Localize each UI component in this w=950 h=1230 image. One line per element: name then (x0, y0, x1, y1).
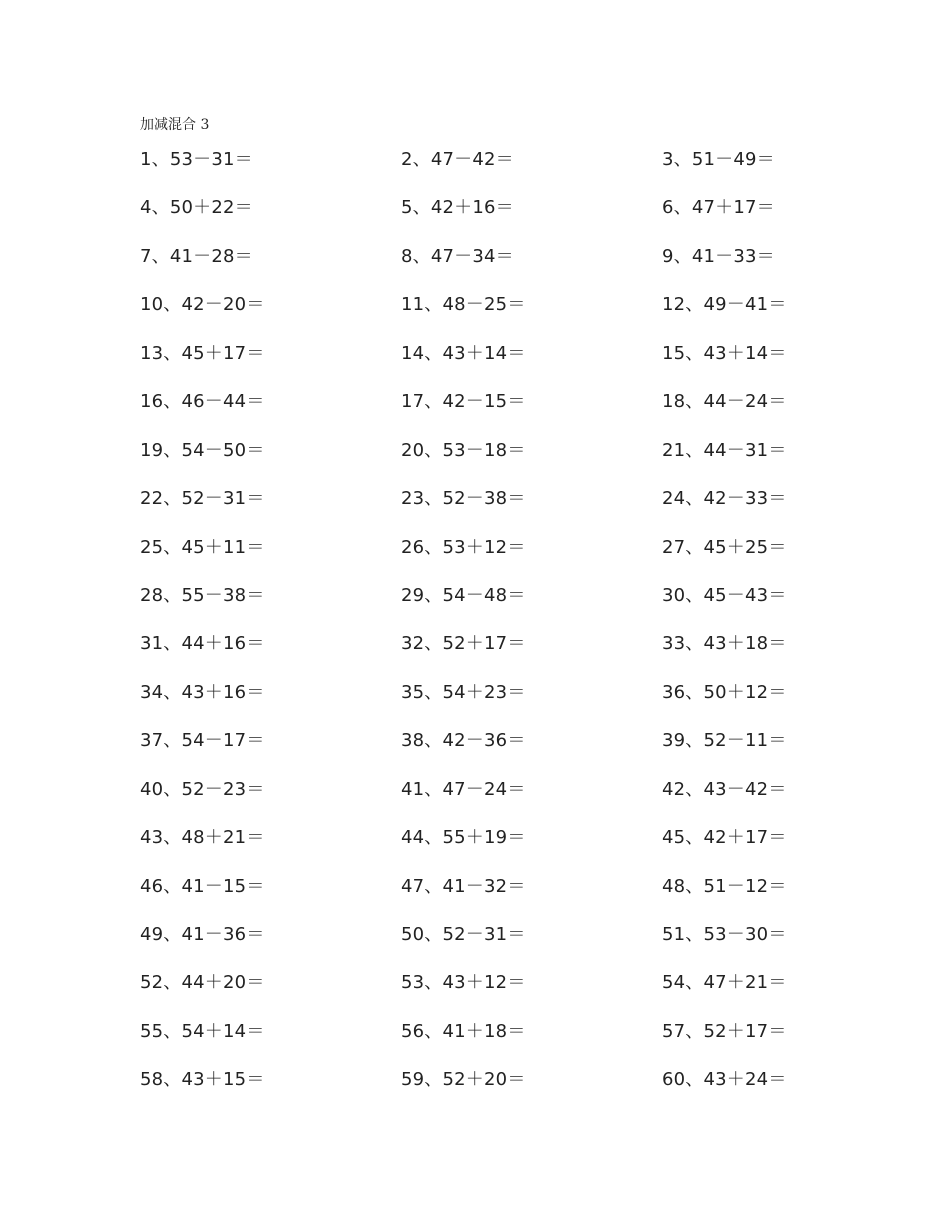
problem-item: 4、50＋22＝ (140, 197, 253, 219)
problem-item: 26、53＋12＝ (401, 536, 526, 558)
problem-item: 3、51－49＝ (662, 149, 775, 170)
problem-item: 55、54＋14＝ (140, 1020, 265, 1042)
problem-item: 40、52－23＝ (140, 778, 265, 800)
worksheet-title: 加减混合 3 (140, 117, 210, 133)
problem-item: 6、47＋17＝ (662, 197, 775, 219)
problem-item: 53、43＋12＝ (401, 972, 526, 994)
problem-item: 37、54－17＝ (140, 730, 265, 752)
problem-item: 10、42－20＝ (140, 294, 265, 316)
problem-item: 19、54－50＝ (140, 439, 265, 461)
problem-item: 30、45－43＝ (662, 584, 787, 606)
problem-item: 44、55＋19＝ (401, 827, 526, 849)
problem-item: 17、42－15＝ (401, 391, 526, 413)
problem-item: 29、54－48＝ (401, 584, 526, 606)
problem-item: 28、55－38＝ (140, 584, 265, 606)
problem-item: 57、52＋17＝ (662, 1020, 787, 1042)
problem-item: 27、45＋25＝ (662, 536, 787, 558)
problem-item: 38、42－36＝ (401, 730, 526, 752)
problem-item: 47、41－32＝ (401, 875, 526, 897)
problem-item: 42、43－42＝ (662, 778, 787, 800)
problem-item: 56、41＋18＝ (401, 1020, 526, 1042)
problem-item: 23、52－38＝ (401, 488, 526, 510)
problem-item: 34、43＋16＝ (140, 681, 265, 703)
problem-item: 20、53－18＝ (401, 439, 526, 461)
problem-item: 1、53－31＝ (140, 149, 253, 170)
problem-item: 39、52－11＝ (662, 730, 787, 752)
problem-item: 14、43＋14＝ (401, 342, 526, 364)
problem-item: 48、51－12＝ (662, 875, 787, 897)
problem-item: 11、48－25＝ (401, 294, 526, 316)
problem-item: 31、44＋16＝ (140, 633, 265, 655)
problem-item: 51、53－30＝ (662, 924, 787, 945)
problem-item: 41、47－24＝ (401, 778, 526, 800)
problem-item: 8、47－34＝ (401, 245, 514, 267)
problem-item: 9、41－33＝ (662, 245, 775, 267)
problem-item: 2、47－42＝ (401, 149, 514, 170)
problem-item: 58、43＋15＝ (140, 1069, 265, 1091)
problem-item: 49、41－36＝ (140, 924, 265, 945)
problem-item: 35、54＋23＝ (401, 681, 526, 703)
problem-item: 18、44－24＝ (662, 391, 787, 413)
problem-item: 43、48＋21＝ (140, 827, 265, 849)
problem-item: 52、44＋20＝ (140, 972, 265, 994)
problem-item: 59、52＋20＝ (401, 1069, 526, 1091)
problem-item: 32、52＋17＝ (401, 633, 526, 655)
problem-item: 7、41－28＝ (140, 245, 253, 267)
problem-item: 54、47＋21＝ (662, 972, 787, 994)
problem-item: 25、45＋11＝ (140, 536, 265, 558)
problem-item: 60、43＋24＝ (662, 1069, 787, 1091)
problem-item: 5、42＋16＝ (401, 197, 514, 219)
problem-item: 22、52－31＝ (140, 488, 265, 510)
problem-item: 50、52－31＝ (401, 924, 526, 945)
problem-item: 24、42－33＝ (662, 488, 787, 510)
problem-item: 12、49－41＝ (662, 294, 787, 316)
problem-item: 21、44－31＝ (662, 439, 787, 461)
problem-grid (140, 145, 840, 1114)
problem-item: 46、41－15＝ (140, 875, 265, 897)
problem-item: 33、43＋18＝ (662, 633, 787, 655)
problem-item: 45、42＋17＝ (662, 827, 787, 849)
problem-item: 16、46－44＝ (140, 391, 265, 413)
problem-item: 36、50＋12＝ (662, 681, 787, 703)
problem-item: 15、43＋14＝ (662, 342, 787, 364)
problem-item: 13、45＋17＝ (140, 342, 265, 364)
